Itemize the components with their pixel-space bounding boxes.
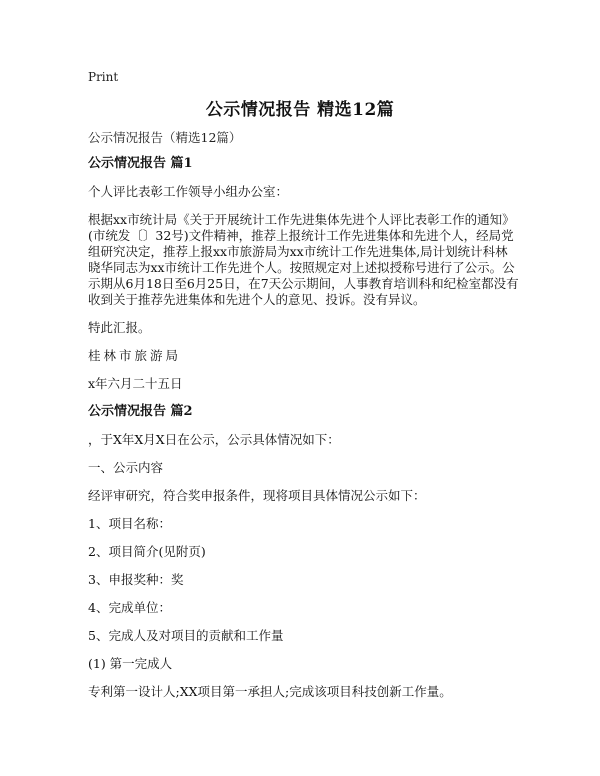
- sub-item: (1) 第一完成人: [88, 656, 173, 671]
- closing-text: 特此汇报。: [88, 320, 151, 335]
- salutation: 个人评比表彰工作领导小组办公室：: [88, 184, 289, 199]
- list-item: 1、项目名称：: [88, 516, 171, 531]
- document-body: [88, 130, 520, 712]
- list-item: 4、完成单位：: [88, 600, 171, 615]
- list-item: 3、申报奖种：奖: [88, 572, 184, 587]
- document-subtitle: 公示情况报告（精选12篇）: [88, 130, 242, 145]
- section-heading-1: 公示情况报告 篇1: [88, 156, 193, 171]
- section2-intro: ，于X年X月X日在公示，公示具体情况如下：: [88, 432, 340, 447]
- signature-date: x年六月二十五日: [88, 376, 183, 391]
- list-item: 5、完成人及对项目的贡献和工作量: [88, 628, 284, 643]
- list-item: 2、项目简介(见附页): [88, 544, 206, 559]
- part-heading: 一、公示内容: [88, 460, 164, 475]
- print-label[interactable]: Print: [88, 70, 119, 84]
- section-heading-2: 公示情况报告 篇2: [88, 404, 193, 419]
- section1-body: 根据xx市统计局《关于开展统计工作先进集体先进个人评比表彰工作的通知》(市统发〔〕32号)文件精神，推荐上报统计工作先进集体和先进个人，经局党组研究决定，推荐上报xx市旅游局为xx市统计工作先进集体,局计划统计科林晓华同志为xx市统计工作先进个人。按照规定对上述拟授称号进行了公示。公示期从6月18日至6月25日，在7天公示期间，人事教育培训科和纪检室都没有收到关于推荐先进集体和先进个人的意见、投诉。没有异议。: [88, 212, 519, 307]
- review-text: 经评审研究，符合奖申报条件，现将项目具体情况公示如下：: [88, 488, 426, 503]
- detail-text: 专利第一设计人;XX项目第一承担人;完成该项目科技创新工作量。: [88, 684, 452, 699]
- document-title: 公示情况报告 精选12篇: [205, 100, 395, 120]
- organization-signature: 桂林市旅游局: [88, 348, 182, 363]
